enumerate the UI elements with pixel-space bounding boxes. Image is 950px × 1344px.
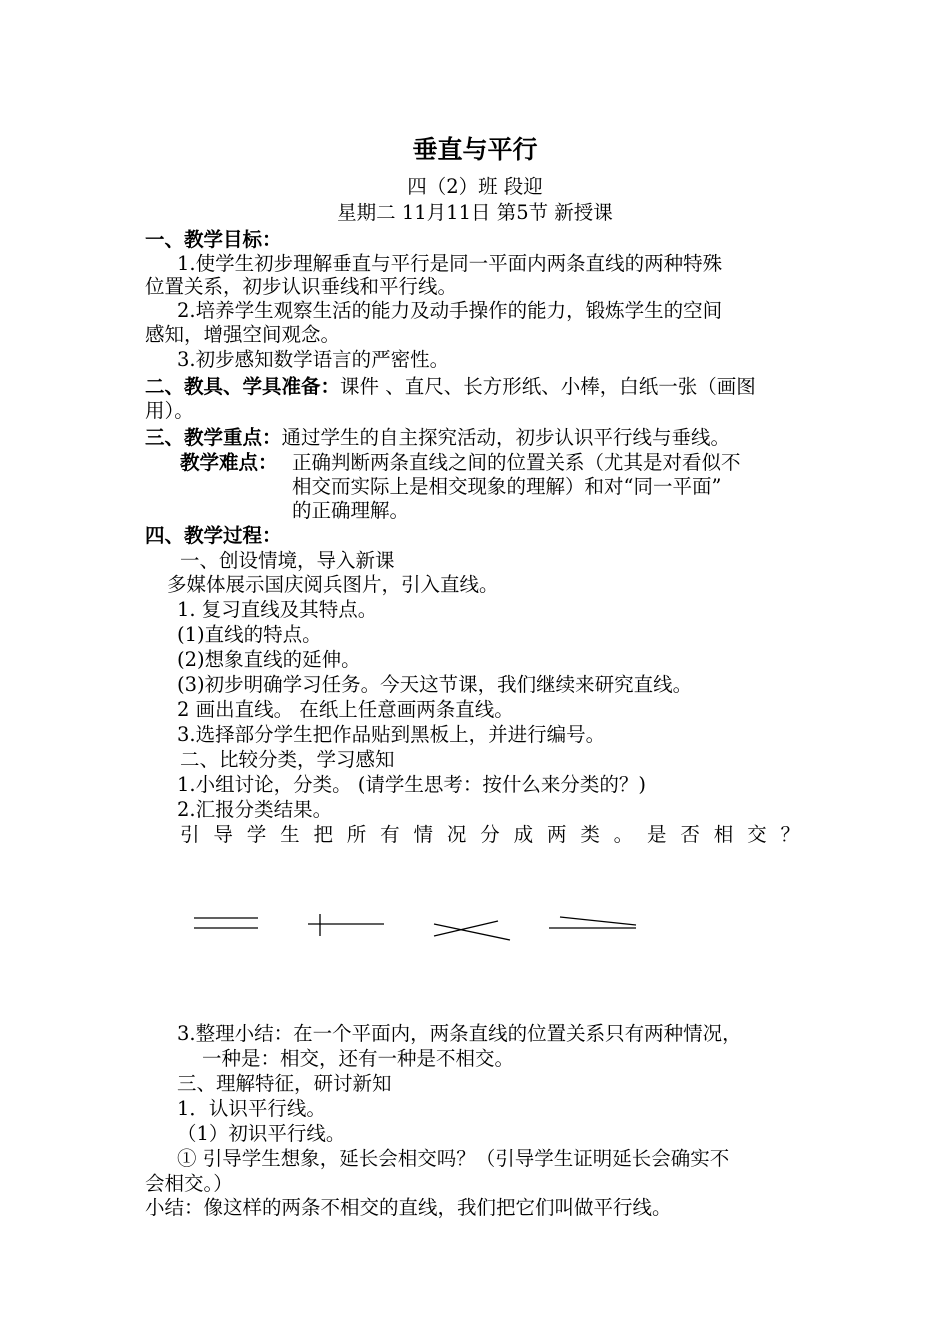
line-pairs-figure — [0, 900, 950, 960]
key-heading: 三、教学重点： — [145, 426, 282, 449]
spaced-char: 两 — [546, 823, 567, 846]
section-3: 三、理解特征，研讨新知 — [177, 1072, 392, 1095]
difficulty-a: 正确判断两条直线之间的位置关系（尤其是对看似不 — [292, 451, 741, 474]
section-1-2: 2 画出直线。 在纸上任意画两条直线。 — [177, 698, 514, 721]
parallel-lines-icon — [194, 918, 258, 928]
page-title: 垂直与平行 — [412, 135, 538, 164]
section-1: 一、创设情境，导入新课 — [180, 549, 395, 572]
difficulty-b: 相交而实际上是相交现象的理解）和对“同一平面” — [292, 475, 722, 498]
difficulty-c: 的正确理解。 — [292, 499, 410, 522]
goal-3: 3.初步感知数学语言的严密性。 — [177, 348, 450, 371]
goal-2b: 感知，增强空间观念。 — [145, 323, 341, 346]
spaced-char: 类 — [580, 823, 600, 846]
section-3-1: 1．认识平行线。 — [177, 1097, 326, 1120]
section-1-intro: 多媒体展示国庆阅兵图片，引入直线。 — [167, 573, 499, 596]
summary-parallel: 小结：像这样的两条不相交的直线，我们把它们叫做平行线。 — [145, 1196, 672, 1219]
spaced-char: 引 — [180, 823, 200, 846]
goals-heading: 一、教学目标： — [145, 228, 282, 251]
spaced-char: 有 — [380, 823, 400, 846]
goal-1a: 1.使学生初步理解垂直与平行是同一平面内两条直线的两种特殊 — [177, 252, 723, 275]
spaced-char: 相 — [713, 823, 734, 846]
section-1-1a: (1)直线的特点。 — [177, 623, 322, 646]
section-3-1b-b: 会相交。） — [145, 1172, 233, 1195]
spaced-char: 导 — [213, 823, 233, 846]
difficulty-heading: 教学难点： — [180, 451, 278, 474]
section-1-1: 1. 复习直线及其特点。 — [177, 598, 378, 621]
goal-2a: 2.培养学生观察生活的能力及动手操作的能力，锻炼学生的空间 — [177, 299, 723, 322]
tools-heading: 二、教具、学具准备： — [145, 375, 341, 398]
key-text: 通过学生的自主探究活动，初步认识平行线与垂线。 — [281, 426, 731, 449]
near-parallel-lines-icon — [549, 917, 636, 928]
spaced-char: 学 — [246, 823, 267, 846]
process-heading: 四、教学过程： — [145, 524, 282, 547]
section-2-2: 2.汇报分类结果。 — [177, 798, 333, 821]
spaced-char: 交 — [747, 823, 767, 846]
section-2: 二、比较分类，学习感知 — [180, 748, 395, 771]
section-1-1b: (2)想象直线的延伸。 — [177, 648, 361, 671]
section-3-1a: （1）初识平行线。 — [177, 1122, 346, 1145]
perpendicular-lines-icon — [308, 914, 384, 936]
schedule: 星期二 11月11日 第5节 新授课 — [337, 201, 613, 224]
spaced-char: 生 — [280, 823, 300, 846]
tools-text-b: 用）。 — [145, 399, 194, 422]
spaced-char: 否 — [680, 823, 700, 846]
spaced-char: 情 — [413, 823, 434, 846]
spaced-char: 。 — [613, 823, 634, 846]
spaced-char: 况 — [446, 823, 467, 846]
spaced-char: 把 — [313, 823, 333, 846]
spaced-char: 是 — [647, 823, 667, 846]
spaced-char: 分 — [480, 823, 500, 846]
tools-line — [145, 375, 756, 399]
section-1-1c: (3)初步明确学习任务。今天这节课，我们继续来研究直线。 — [177, 673, 693, 696]
tools-text-a: 课件 、直尺、长方形纸、小棒，白纸一张（画图 — [340, 375, 756, 398]
section-1-3: 3.选择部分学生把作品贴到黑板上，并进行编号。 — [177, 723, 606, 746]
section-2-1: 1.小组讨论，分类。 (请学生思考：按什么来分类的？) — [177, 773, 647, 796]
section-3-1b-a: ① 引导学生想象，延长会相交吗？（引导学生证明延长会确实不 — [177, 1147, 730, 1170]
spaced-char: ？ — [780, 823, 800, 846]
summary-2a: 3.整理小结：在一个平面内，两条直线的位置关系只有两种情况， — [177, 1022, 742, 1045]
class-teacher: 四（2）班 段迎 — [407, 175, 543, 198]
spaced-char: 成 — [513, 823, 534, 846]
summary-2b: 一种是：相交，还有一种是不相交。 — [202, 1047, 515, 1070]
intersecting-lines-icon — [434, 921, 510, 940]
spaced-char: 所 — [346, 823, 367, 846]
section-2-3-spaced-line — [180, 823, 800, 847]
key-line — [145, 426, 730, 450]
goal-1b: 位置关系，初步认识垂线和平行线。 — [145, 275, 458, 298]
